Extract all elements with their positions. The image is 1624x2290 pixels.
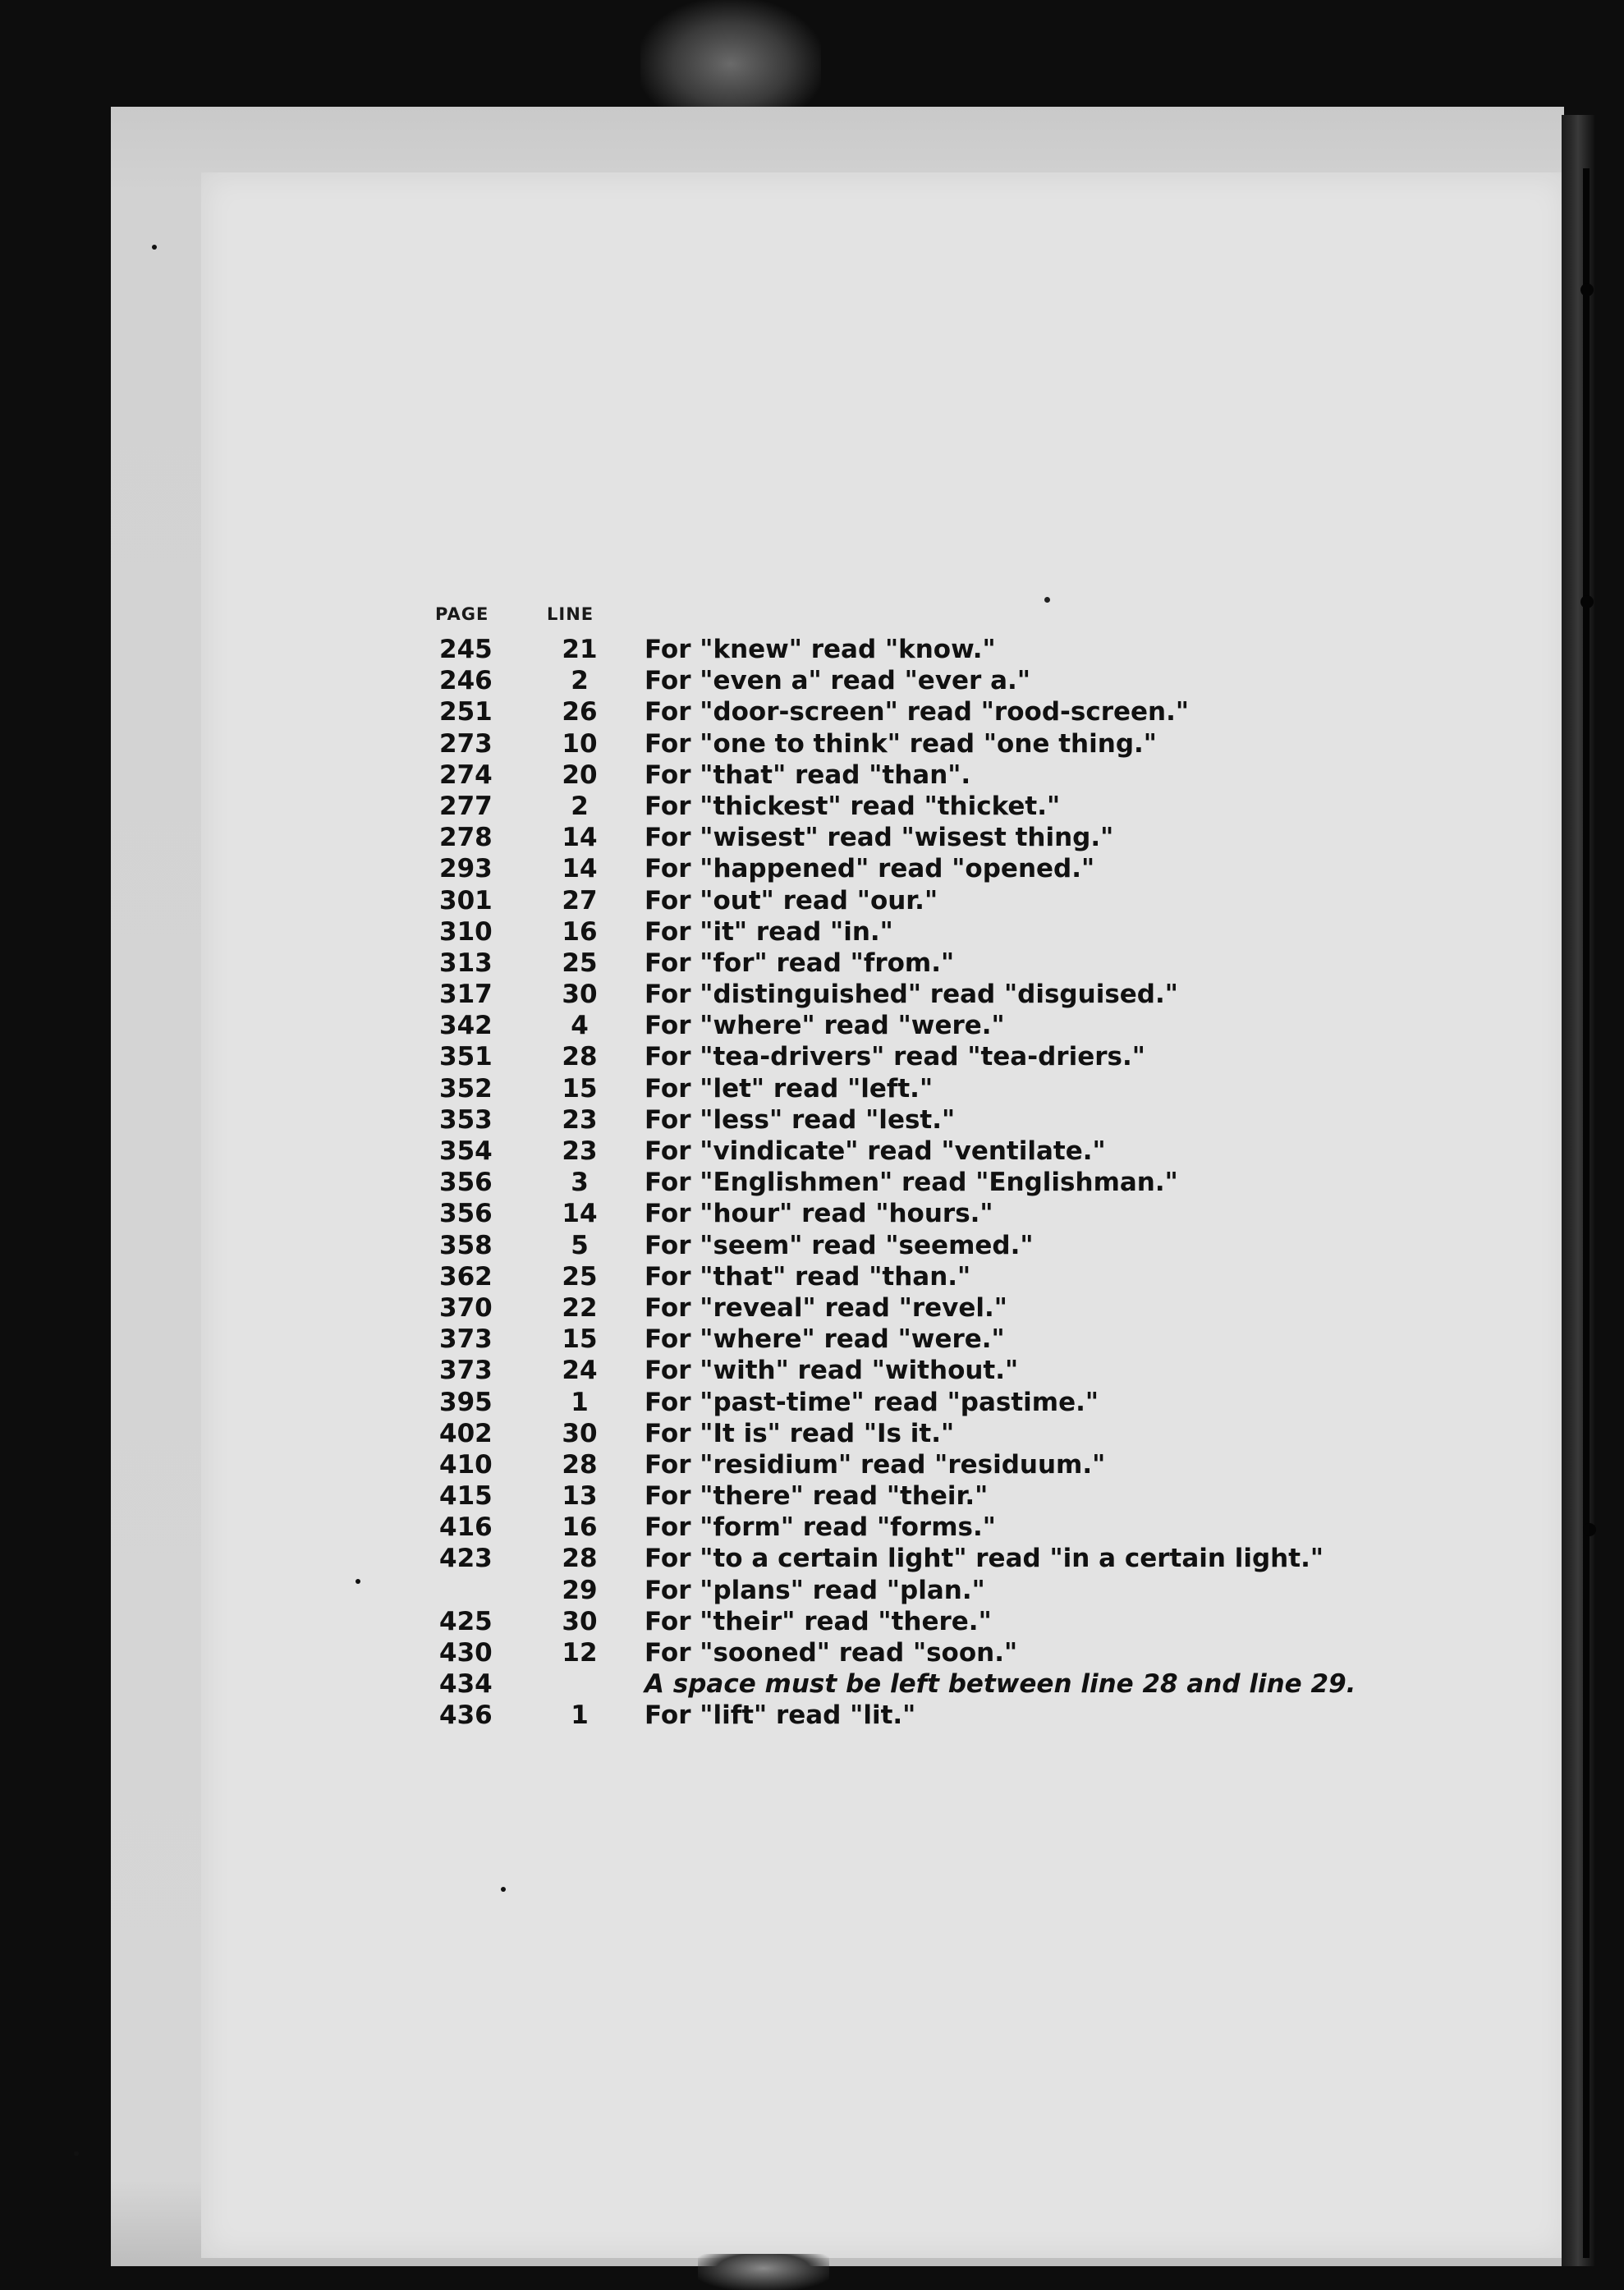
page-number: 301 bbox=[439, 885, 493, 916]
line-number: 24 bbox=[562, 1356, 598, 1386]
errata-row bbox=[435, 1104, 1470, 1136]
line-number: 2 bbox=[571, 791, 589, 821]
errata-row bbox=[435, 634, 1470, 665]
binding-notch-middle bbox=[1580, 595, 1594, 608]
page-number: 370 bbox=[439, 1292, 493, 1323]
page-number: 293 bbox=[439, 854, 493, 884]
correction-text: For "it" read "in." bbox=[645, 916, 893, 947]
page-number: 356 bbox=[439, 1199, 493, 1229]
line-number: 28 bbox=[562, 1042, 598, 1072]
errata-row bbox=[435, 1387, 1470, 1418]
errata-row bbox=[435, 1575, 1470, 1606]
errata-row bbox=[435, 1449, 1470, 1480]
line-number: 26 bbox=[562, 697, 598, 727]
line-number: 20 bbox=[562, 760, 598, 790]
line-number: 14 bbox=[562, 823, 598, 853]
errata-row bbox=[435, 728, 1470, 760]
page-number: 351 bbox=[439, 1042, 493, 1072]
binding-notch-bottom bbox=[1583, 1523, 1596, 1536]
line-number: 25 bbox=[562, 1261, 598, 1292]
page-number: 273 bbox=[439, 728, 493, 759]
page-number: 373 bbox=[439, 1324, 493, 1355]
page-number: 358 bbox=[439, 1230, 493, 1260]
scan-artifact-bottom bbox=[698, 2254, 829, 2290]
line-number: 5 bbox=[571, 1230, 589, 1260]
page-number: 245 bbox=[439, 635, 493, 664]
line-number: 28 bbox=[562, 1449, 598, 1480]
errata-table bbox=[435, 604, 1470, 1732]
page-number: 402 bbox=[439, 1418, 493, 1448]
errata-row bbox=[435, 1041, 1470, 1072]
errata-row bbox=[435, 1480, 1470, 1512]
errata-row bbox=[435, 1261, 1470, 1292]
page-number: 436 bbox=[439, 1700, 493, 1731]
errata-row bbox=[435, 1543, 1470, 1574]
page-number: 410 bbox=[439, 1449, 493, 1480]
line-number: 23 bbox=[562, 1136, 598, 1166]
stray-ink-dot bbox=[1044, 597, 1050, 603]
scan-artifact-top bbox=[640, 0, 821, 107]
correction-text: For "where" read "were." bbox=[645, 1011, 1005, 1041]
correction-text: For "that" read "than". bbox=[645, 760, 971, 790]
line-number: 30 bbox=[562, 1418, 598, 1448]
binding-dark-edge bbox=[1583, 168, 1590, 2258]
correction-text: For "with" read "without." bbox=[645, 1356, 1019, 1386]
page-number: 277 bbox=[439, 791, 493, 821]
dust-speck bbox=[152, 245, 157, 250]
correction-text: For "one to think" read "one thing." bbox=[645, 728, 1157, 759]
correction-text: For "door-screen" read "rood-screen." bbox=[645, 697, 1190, 727]
correction-text: For "hour" read "hours." bbox=[645, 1199, 993, 1229]
page-number: 423 bbox=[439, 1544, 493, 1574]
errata-row bbox=[435, 822, 1470, 853]
correction-text: For "happened" read "opened." bbox=[645, 854, 1095, 884]
correction-text: For "distinguished" read "disguised." bbox=[645, 980, 1178, 1010]
page-number: 356 bbox=[439, 1168, 493, 1198]
line-number: 16 bbox=[562, 1512, 598, 1543]
line-number: 3 bbox=[571, 1168, 589, 1198]
errata-row bbox=[435, 1230, 1470, 1261]
correction-text: For "Englishmen" read "Englishman." bbox=[645, 1168, 1178, 1198]
correction-text: For "their" read "there." bbox=[645, 1606, 992, 1636]
correction-text: For "knew" read "know." bbox=[645, 635, 996, 664]
line-number: 13 bbox=[562, 1481, 598, 1512]
page-number: 373 bbox=[439, 1356, 493, 1386]
errata-row bbox=[435, 1324, 1470, 1355]
errata-row bbox=[435, 1136, 1470, 1167]
line-number: 25 bbox=[562, 948, 598, 978]
line-number: 15 bbox=[562, 1073, 598, 1104]
page-number: 251 bbox=[439, 697, 493, 727]
page-number: 416 bbox=[439, 1512, 493, 1543]
line-column-header: LINE bbox=[547, 604, 594, 624]
line-number: 23 bbox=[562, 1104, 598, 1135]
errata-row bbox=[435, 1637, 1470, 1668]
line-number: 27 bbox=[562, 885, 598, 916]
correction-text: For "sooned" read "soon." bbox=[645, 1638, 1018, 1668]
page-number: 430 bbox=[439, 1638, 493, 1668]
errata-header-row bbox=[435, 604, 1470, 634]
line-number: 1 bbox=[571, 1387, 589, 1417]
page-column-header: PAGE bbox=[435, 604, 489, 624]
line-number: 10 bbox=[562, 728, 598, 759]
page-number: 415 bbox=[439, 1481, 493, 1512]
correction-text: For "thickest" read "thicket." bbox=[645, 791, 1061, 821]
line-number: 21 bbox=[562, 635, 598, 664]
correction-text: For "let" read "left." bbox=[645, 1073, 934, 1104]
correction-text: For "seem" read "seemed." bbox=[645, 1230, 1034, 1260]
line-number: 22 bbox=[562, 1292, 598, 1323]
line-number: 29 bbox=[562, 1575, 598, 1605]
line-number: 30 bbox=[562, 1606, 598, 1636]
page-number: 362 bbox=[439, 1261, 493, 1292]
page-number: 313 bbox=[439, 948, 493, 978]
correction-text: For "past-time" read "pastime." bbox=[645, 1387, 1099, 1417]
book-binding-edge bbox=[1562, 115, 1594, 2266]
dust-speck bbox=[356, 1579, 360, 1584]
correction-text: For "plans" read "plan." bbox=[645, 1575, 985, 1605]
page-number: 353 bbox=[439, 1104, 493, 1135]
line-number: 28 bbox=[562, 1544, 598, 1574]
errata-row bbox=[435, 885, 1470, 916]
correction-text: For "out" read "our." bbox=[645, 885, 938, 916]
errata-row bbox=[435, 1073, 1470, 1104]
page-number: 352 bbox=[439, 1073, 493, 1104]
correction-text: For "where" read "were." bbox=[645, 1324, 1005, 1355]
errata-note-row bbox=[435, 1668, 1470, 1700]
correction-text: For "vindicate" read "ventilate." bbox=[645, 1136, 1106, 1166]
correction-text: For "for" read "from." bbox=[645, 948, 955, 978]
errata-row bbox=[435, 1292, 1470, 1324]
line-number: 4 bbox=[571, 1011, 589, 1041]
line-number: 14 bbox=[562, 854, 598, 884]
errata-row bbox=[435, 665, 1470, 696]
page-number: 434 bbox=[439, 1669, 493, 1700]
errata-row bbox=[435, 1700, 1470, 1731]
correction-text: For "wisest" read "wisest thing." bbox=[645, 823, 1114, 853]
errata-row bbox=[435, 696, 1470, 727]
line-number: 14 bbox=[562, 1199, 598, 1229]
errata-rows bbox=[435, 634, 1470, 1732]
line-number: 1 bbox=[571, 1700, 589, 1731]
page-number: 354 bbox=[439, 1136, 493, 1166]
errata-row bbox=[435, 979, 1470, 1010]
errata-row bbox=[435, 760, 1470, 791]
page-number: 246 bbox=[439, 666, 493, 696]
correction-text: For "It is" read "Is it." bbox=[645, 1418, 955, 1448]
errata-row bbox=[435, 948, 1470, 979]
correction-text: For "to a certain light" read "in a certain light." bbox=[645, 1544, 1324, 1574]
correction-text: For "less" read "lest." bbox=[645, 1104, 956, 1135]
correction-text: For "residium" read "residuum." bbox=[645, 1449, 1106, 1480]
errata-row bbox=[435, 1355, 1470, 1386]
correction-text: For "lift" read "lit." bbox=[645, 1700, 916, 1731]
correction-text: For "form" read "forms." bbox=[645, 1512, 996, 1543]
dust-speck bbox=[74, 2151, 79, 2156]
page-number: 342 bbox=[439, 1011, 493, 1041]
correction-text: For "even a" read "ever a." bbox=[645, 666, 1030, 696]
page-number: 395 bbox=[439, 1387, 493, 1417]
dust-speck bbox=[501, 1887, 506, 1892]
errata-row bbox=[435, 1418, 1470, 1449]
page-number: 317 bbox=[439, 980, 493, 1010]
errata-row bbox=[435, 853, 1470, 884]
correction-text: For "there" read "their." bbox=[645, 1481, 989, 1512]
errata-row bbox=[435, 1167, 1470, 1198]
page-number: 274 bbox=[439, 760, 493, 790]
line-number: 15 bbox=[562, 1324, 598, 1355]
correction-text: A space must be left between line 28 and line 29. bbox=[645, 1669, 1356, 1700]
correction-text: For "reveal" read "revel." bbox=[645, 1292, 1007, 1323]
page-number: 425 bbox=[439, 1606, 493, 1636]
errata-row bbox=[435, 1198, 1470, 1229]
errata-row bbox=[435, 1010, 1470, 1041]
errata-row bbox=[435, 1512, 1470, 1543]
line-number: 12 bbox=[562, 1638, 598, 1668]
correction-text: For "tea-drivers" read "tea-driers." bbox=[645, 1042, 1145, 1072]
errata-row bbox=[435, 1606, 1470, 1637]
page-number: 278 bbox=[439, 823, 493, 853]
errata-row bbox=[435, 916, 1470, 948]
line-number: 2 bbox=[571, 666, 589, 696]
binding-notch-top bbox=[1580, 283, 1594, 296]
correction-text: For "that" read "than." bbox=[645, 1261, 971, 1292]
errata-row bbox=[435, 791, 1470, 822]
page-number: 310 bbox=[439, 916, 493, 947]
line-number: 30 bbox=[562, 980, 598, 1010]
line-number: 16 bbox=[562, 916, 598, 947]
